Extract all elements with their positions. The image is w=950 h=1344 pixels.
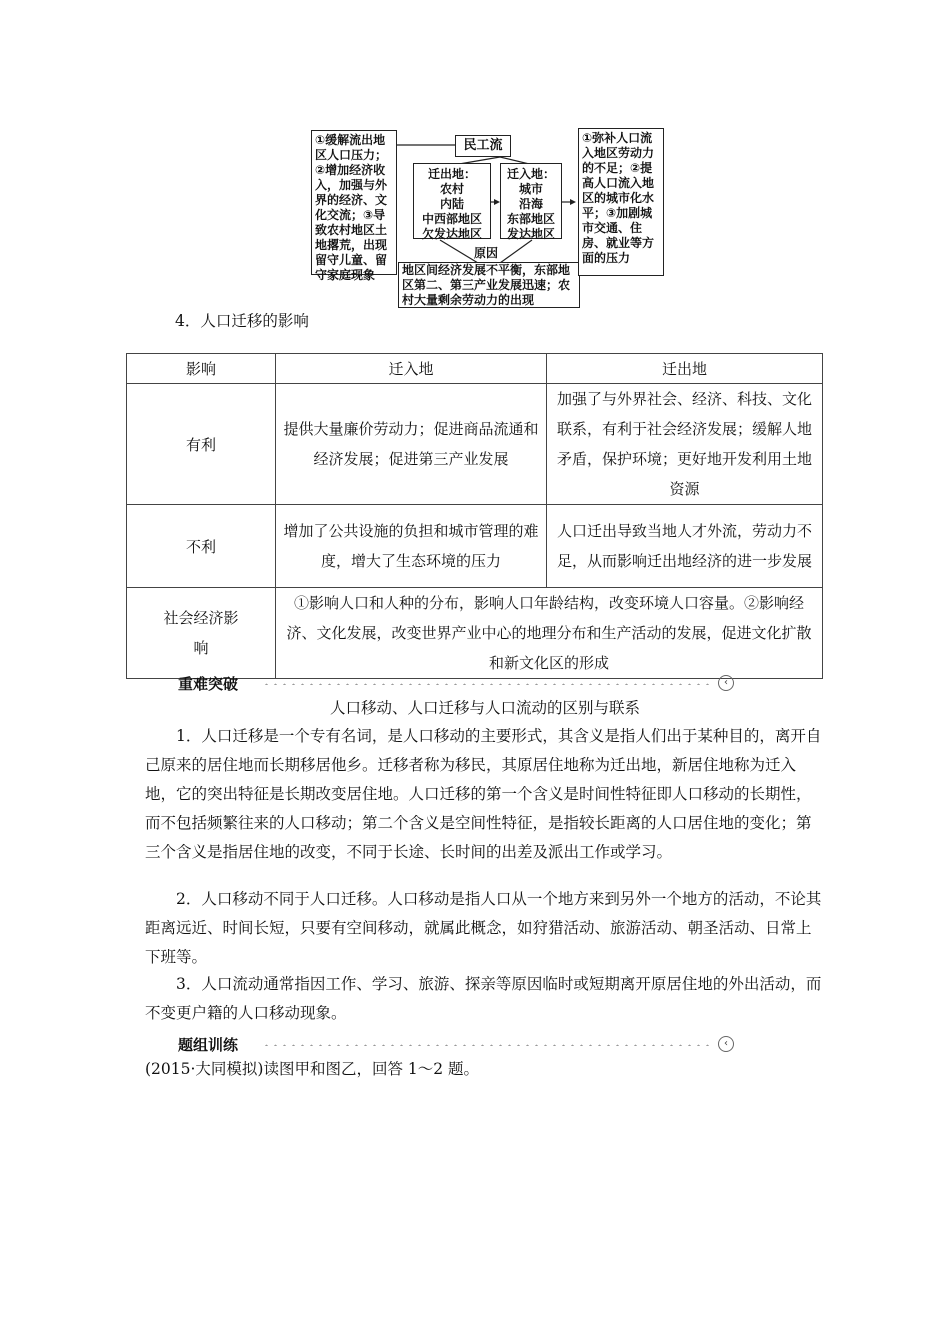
key-paragraph-3: 3．人口流动通常指因工作、学习、旅游、探亲等原因临时或短期离开原居住地的外出活动，而不变更户籍的人口移动现象。	[145, 975, 822, 1022]
section4-title: 4．人口迁移的影响	[175, 312, 309, 330]
row-label: 不利	[127, 505, 276, 588]
dest-item: 沿海	[518, 197, 543, 211]
migration-impact-table	[126, 353, 823, 679]
key-subtitle: 人口移动、人口迁移与人口流动的区别与联系	[329, 699, 640, 717]
origin-item: 欠发达地区	[421, 227, 482, 241]
row-in-cell: 增加了公共设施的负担和城市管理的难度，增大了生态环境的压力	[276, 505, 547, 588]
dest-box	[500, 163, 562, 239]
dest-item: 发达地区	[506, 227, 555, 241]
dest-label: 迁入地：	[506, 167, 555, 181]
train-intro: (2015·大同模拟)读图甲和图乙，回答 1～2 题。	[145, 1060, 480, 1078]
origin-box	[413, 163, 491, 239]
origin-item: 中西部地区	[421, 212, 482, 226]
impact-dest-text: ①弥补人口流入地区劳动力的不足；②提高人口流入地区的城市化水平；③加剧城市交通、住房、就业等方面的压力	[582, 131, 655, 265]
row-label: 有利	[127, 384, 276, 505]
cause-label: 原因	[474, 246, 499, 260]
row-label: 社会经济影响	[127, 588, 276, 679]
impact-origin-text: ①缓解流出地区人口压力；②增加经济收入，加强与外界的经济、文化交流；③导致农村地区土地撂荒，出现留守儿童、留守家庭现象	[315, 133, 388, 282]
chevron-left-icon: ‹	[718, 1036, 734, 1052]
train-section-header	[178, 1034, 728, 1056]
cause-box	[398, 262, 580, 308]
dest-item: 东部地区	[506, 212, 555, 226]
key-paragraph-2: 2．人口移动不同于人口迁移。人口移动是指人口从一个地方来到另外一个地方的活动，不论其距离远近、时间长短，只要有空间移动，就属此概念，如狩猎活动、旅游活动、朝圣活动、日常上下班等。	[145, 890, 822, 966]
social-impact-cell: ①影响人口和人种的分布，影响人口年龄结构，改变环境人口容量。②影响经济、文化发展，改变世界产业中心的地理分布和生产活动的发展，促进文化扩散和新文化区的形成	[276, 588, 823, 679]
table-header-row	[127, 354, 823, 384]
center-title-box	[455, 135, 511, 157]
origin-item: 内陆	[439, 197, 464, 211]
table-header: 迁出地	[547, 354, 823, 384]
dest-item: 城市	[518, 182, 543, 196]
key-section-title: 重难突破	[178, 675, 239, 693]
key-paragraph-1: 1．人口迁移是一个专有名词，是人口移动的主要形式，其含义是指人们出于某种目的，离开自己原来的居住地而长期移居他乡。迁移者称为移民，其原居住地称为迁出地，新居住地称为迁入地，它的突出特征是长期改变居住地。人口迁移的第一个含义是时间性特征即人口移动的长期性，而不包括频繁往来的人口移动；第二个含义是空间性特征，是指较长距离的人口居住地的变化；第三个含义是指居住地的改变，不同于长途、长时间的出差及派出工作或学习。	[145, 727, 822, 861]
table-row	[127, 505, 823, 588]
origin-label: 迁出地：	[427, 167, 476, 181]
impact-origin-box	[311, 130, 397, 282]
row-in-cell: 提供大量廉价劳动力；促进商品流通和经济发展；促进第三产业发展	[276, 384, 547, 505]
cause-text: 地区间经济发展不平衡，东部地区第二、第三产业发展迅速；农村大量剩余劳动力的出现	[402, 263, 571, 307]
table-row	[127, 384, 823, 505]
impact-dest-box	[578, 128, 664, 276]
dotted-rule	[262, 1044, 712, 1046]
origin-item: 农村	[439, 182, 464, 196]
row-out-cell: 人口迁出导致当地人才外流，劳动力不足，从而影响迁出地经济的进一步发展	[547, 505, 823, 588]
train-section-title: 题组训练	[178, 1036, 239, 1054]
row-out-cell: 加强了与外界社会、经济、科技、文化联系，有利于社会经济发展；缓解人地矛盾，保护环境；更好地开发利用土地资源	[547, 384, 823, 505]
key-section-header	[178, 673, 728, 695]
center-title: 民工流	[463, 138, 503, 153]
dotted-rule	[262, 683, 712, 685]
table-row	[127, 588, 823, 679]
table-header: 影响	[127, 354, 276, 384]
table-header: 迁入地	[276, 354, 547, 384]
chevron-left-icon: ‹	[718, 675, 734, 691]
